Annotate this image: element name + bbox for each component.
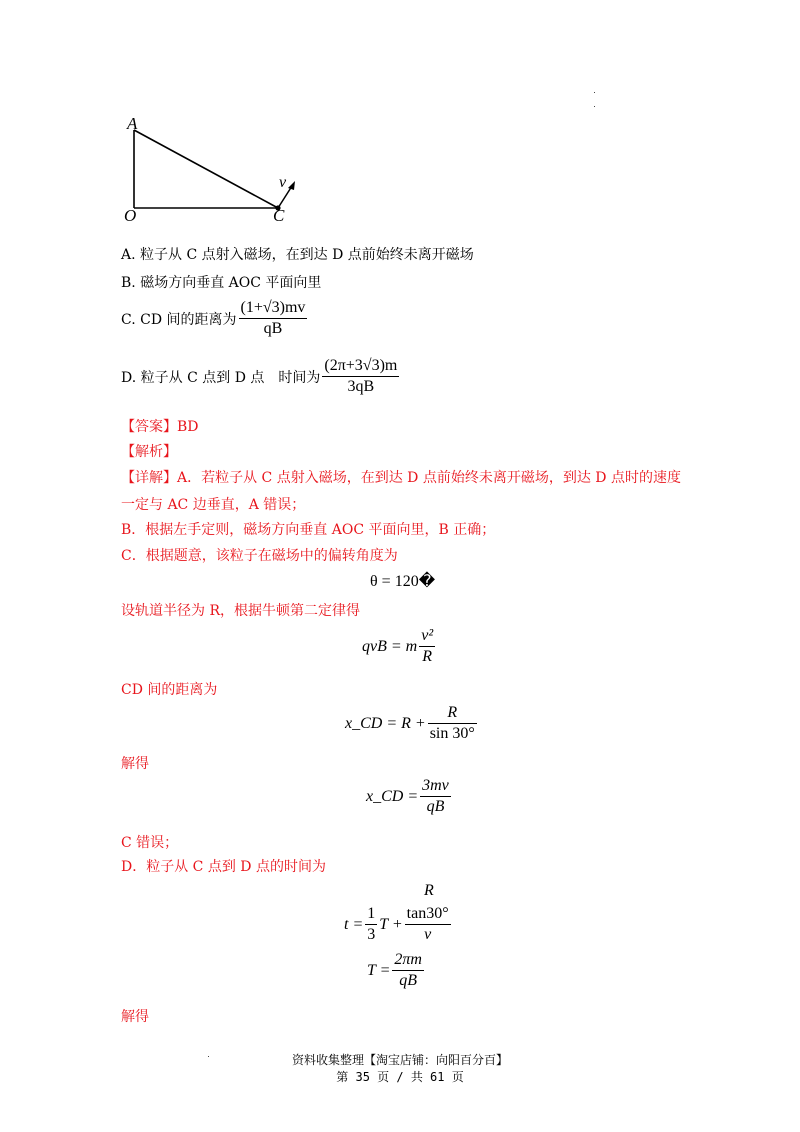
speck-dot bbox=[594, 92, 595, 93]
equation-newton-lhs: qvB = m bbox=[362, 637, 418, 655]
equation-xcd-1 bbox=[345, 703, 479, 744]
equation-t-mid: T + bbox=[379, 915, 403, 933]
option-c-text: C. CD 间的距离为 bbox=[121, 311, 237, 328]
equation-period-numerator: 2πm bbox=[392, 950, 424, 971]
equation-t-tan-fraction bbox=[405, 904, 451, 945]
equation-t-lhs: t = bbox=[344, 915, 364, 933]
equation-xcd-1-lhs: x_CD = R + bbox=[345, 714, 426, 732]
label-a: A bbox=[127, 114, 138, 133]
label-o: O bbox=[124, 206, 137, 225]
option-b: B. 磁场方向垂直 AOC 平面向里 bbox=[121, 275, 322, 291]
option-d-numerator: (2π+3√3)m bbox=[322, 356, 399, 377]
solve-label-1: 解得 bbox=[121, 756, 149, 772]
label-v: v bbox=[279, 174, 287, 191]
equation-newton bbox=[362, 626, 437, 667]
option-c-numerator: (1+√3)mv bbox=[239, 298, 308, 319]
label-c: C bbox=[273, 206, 285, 225]
solve-label-2: 解得 bbox=[121, 1009, 149, 1025]
equation-xcd-2-lhs: x_CD = bbox=[366, 787, 419, 805]
option-d-text: D. 粒子从 C 点到 D 点 时间为 bbox=[121, 369, 321, 386]
equation-xcd-1-denominator: sin 30° bbox=[429, 725, 475, 742]
equation-t-top-r: R bbox=[424, 882, 434, 899]
detail-line-2: 一定与 AC 边垂直，A 错误； bbox=[121, 497, 306, 513]
equation-xcd-2-fraction bbox=[420, 776, 451, 817]
option-c-fraction bbox=[239, 298, 308, 339]
equation-period-fraction bbox=[392, 950, 424, 991]
option-c bbox=[121, 298, 309, 339]
equation-newton-numerator: v² bbox=[419, 626, 435, 647]
footer-page-number: 第 35 页 / 共 61 页 bbox=[336, 1070, 464, 1084]
equation-theta: θ = 120� bbox=[370, 573, 436, 590]
equation-newton-denominator: R bbox=[422, 648, 433, 665]
equation-t bbox=[344, 904, 453, 945]
equation-t-tan-numerator: tan30° bbox=[405, 904, 451, 925]
detail-line-1: 【详解】A．若粒子从 C 点射入磁场，在到达 D 点前始终未离开磁场，到达 D 点时的速度 bbox=[121, 470, 681, 486]
side-ac bbox=[134, 130, 278, 208]
equation-t-third-denominator: 3 bbox=[367, 926, 376, 943]
equation-t-tan-denominator: v bbox=[424, 926, 432, 943]
equation-period-lhs: T = bbox=[367, 961, 391, 979]
option-c-denominator: qB bbox=[263, 320, 283, 337]
speck-dot bbox=[594, 106, 595, 107]
answer-label: 【答案】BD bbox=[121, 419, 199, 435]
equation-xcd-2 bbox=[366, 776, 453, 817]
equation-newton-fraction bbox=[419, 626, 435, 667]
equation-xcd-2-numerator: 3mv bbox=[420, 776, 451, 797]
footer-source: 资料收集整理【淘宝店铺：向阳百分百】 bbox=[291, 1053, 508, 1067]
radius-line: 设轨道半径为 R，根据牛顿第二定律得 bbox=[121, 603, 360, 619]
analysis-label: 【解析】 bbox=[121, 444, 177, 460]
option-d bbox=[121, 356, 401, 397]
option-a: A. 粒子从 C 点射入磁场，在到达 D 点前始终未离开磁场 bbox=[121, 247, 474, 263]
d-explanation: D．粒子从 C 点到 D 点的时间为 bbox=[121, 859, 326, 875]
cd-distance-line: CD 间的距离为 bbox=[121, 682, 218, 698]
c-explanation: C．根据题意，该粒子在磁场中的偏转角度为 bbox=[121, 548, 398, 564]
equation-t-third-numerator: 1 bbox=[365, 904, 377, 925]
equation-xcd-1-fraction bbox=[428, 703, 477, 744]
equation-xcd-2-denominator: qB bbox=[426, 798, 445, 815]
equation-period-denominator: qB bbox=[399, 972, 418, 989]
arrow-head-icon bbox=[288, 181, 295, 190]
equation-period bbox=[367, 950, 426, 991]
b-explanation: B．根据左手定则，磁场方向垂直 AOC 平面向里，B 正确； bbox=[121, 522, 496, 538]
equation-xcd-1-numerator: R bbox=[428, 703, 477, 724]
equation-t-third bbox=[365, 904, 377, 945]
c-wrong-line: C 错误； bbox=[121, 835, 179, 851]
option-d-denominator: 3qB bbox=[347, 378, 375, 395]
option-d-fraction bbox=[322, 356, 399, 397]
